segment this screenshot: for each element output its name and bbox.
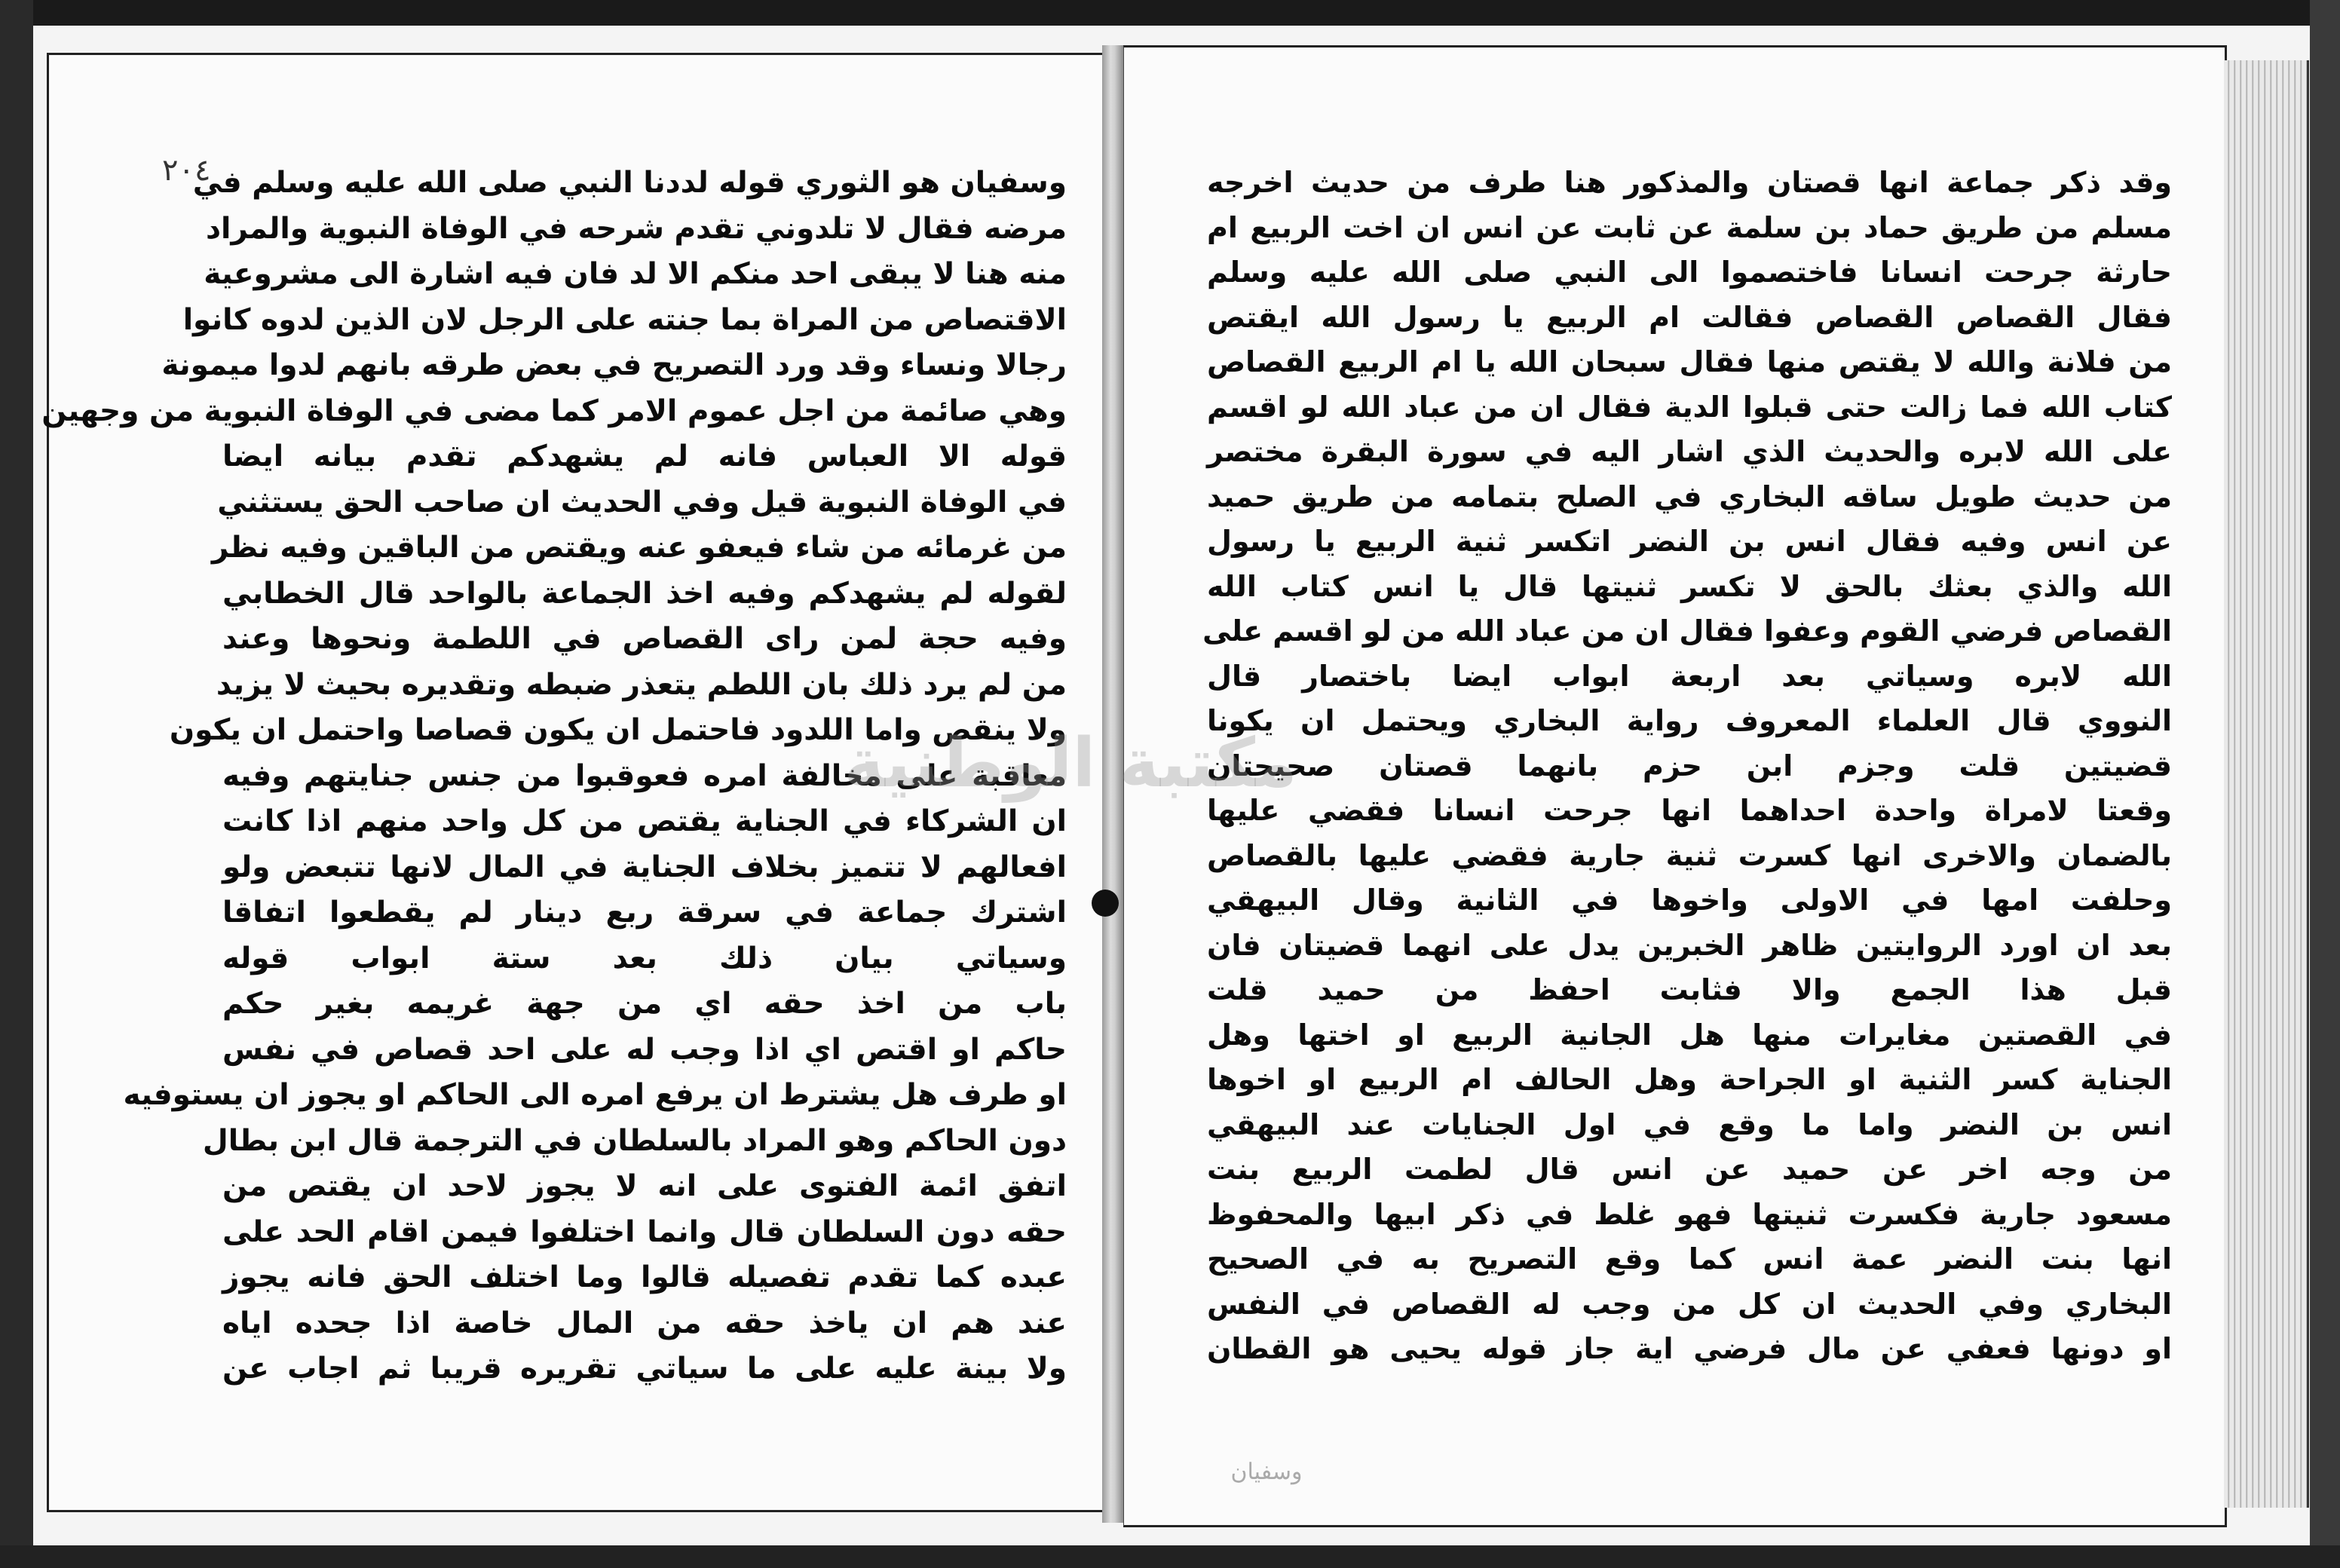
right-page-text-line: او دونها فعفي عن مال فرضي اية جاز قوله يحيى هو القطان: [1207, 1332, 2172, 1365]
left-page-text-line: ولا بينة عليه على ما سياتي تقريره قريبا ثم اجاب عن: [222, 1352, 1067, 1386]
right-page-text-line: انها بنت النضر عمة انس كما وقع التصريح به في الصحيح: [1207, 1242, 2172, 1276]
left-page-text-line: وسياتي بيان ذلك بعد ستة ابواب قوله: [222, 941, 1067, 975]
right-page-text-line: بعد ان اورد الروايتين ظاهر الخبرين يدل على انهما قضيتان فان: [1207, 928, 2172, 962]
right-page-text-line: مسعود جارية فكسرت ثنيتها فهو غلط في ذكر ابيها والمحفوظ: [1207, 1197, 2172, 1231]
left-page-text-line: ولا ينقص واما اللدود فاحتمل ان يكون قصاصا واحتمل ان يكون: [169, 713, 1067, 747]
right-page-text-line: كتاب الله فما زالت حتى قبلوا الدية فقال ان من عباد الله لو اقسم: [1207, 390, 2172, 424]
page-stack-edges: [2224, 60, 2309, 1508]
left-page-text-line: اتفق ائمة الفتوى على انه لا يجوز لاحد ان يقتص من: [222, 1169, 1067, 1203]
left-page-text-line: قوله الا العباس فانه لم يشهدكم تقدم بيانه ايضا: [222, 439, 1067, 473]
binding-clip: [1092, 890, 1119, 917]
right-page-text-line: انس بن النضر واما ما وقع في اول الجنايات عند البيهقي: [1207, 1107, 2172, 1141]
right-page-text-line: حارثة جرحت انسانا فاختصموا الى النبي صلى الله عليه وسلم: [1207, 256, 2172, 289]
folio-number: ٢٠٤: [162, 153, 211, 188]
right-page-text-line: بالضمان والاخرى انها كسرت ثنية جارية فقضي عليها بالقصاص: [1207, 838, 2172, 872]
left-page-text-line: ان الشركاء في الجناية يقتص من كل واحد منهم اذا كانت: [222, 804, 1067, 838]
right-page-text-line: قضيتين قلت وجزم ابن حزم بانهما قصتان صحيحتان: [1207, 749, 2172, 782]
left-page-text-line: حاكم او اقتص اي اذا وجب له على احد قصاص في نفس: [222, 1032, 1067, 1067]
left-page-text-line: من لم يرد ذلك بان اللطم يتعذر ضبطه وتقديره بحيث لا يزيد: [216, 667, 1067, 702]
right-page-text-line: مسلم من طريق حماد بن سلمة عن ثابت عن انس ان اخت الربيع ام: [1207, 210, 2172, 244]
left-page-text-line: وهي صائمة من اجل عموم الامر كما مضى في الوفاة النبوية من وجهين: [41, 394, 1067, 428]
left-page-text-line: وسفيان هو الثوري قوله لددنا النبي صلى الله عليه وسلم في: [192, 166, 1067, 200]
right-page-text-line: على الله لابره والحديث الذي اشار اليه في سورة البقرة مختصر: [1207, 435, 2172, 468]
left-page-text-line: وفيه حجة لمن راى القصاص في اللطمة ونحوها وعند: [222, 622, 1067, 656]
left-page-text-line: لقوله لم يشهدكم وفيه اخذ الجماعة بالواحد قال الخطابي: [222, 576, 1067, 611]
left-page-text-line: الاقتصاص من المراة بما جنته على الرجل لان الذين لدوه كانوا: [182, 302, 1067, 337]
left-page-text-line: او طرف هل يشترط ان يرفع امره الى الحاكم او يجوز ان يستوفيه: [123, 1078, 1067, 1112]
right-page-text-line: وقد ذكر جماعة انها قصتان والمذكور هنا طرف من حديث اخرجه: [1207, 166, 2172, 199]
left-page-text-line: اشترك جماعة في سرقة ربع دينار لم يقطعوا اتفاقا: [222, 896, 1067, 929]
right-page-text-line: الجناية كسر الثنية او الجراحة وهل الحالف ام الربيع او اخوها: [1207, 1063, 2172, 1096]
left-page-text-line: في الوفاة النبوية قيل وفي الحديث ان صاحب الحق يستثني: [217, 485, 1067, 519]
right-page-text-line: وحلفت امها في الاولى واخوها في الثانية وقال البيهقي: [1207, 884, 2172, 917]
right-page-text-line: القصاص فرضي القوم وعفوا فقال ان من عباد الله من لو اقسم على: [1202, 614, 2172, 648]
right-page-text-line: من وجه اخر عن حميد عن انس قال لطمت الربيع بنت: [1207, 1153, 2172, 1186]
right-page-text-line: من حديث طويل ساقه البخاري في الصلح بتمامه من طريق حميد: [1207, 479, 2172, 513]
right-page-text-line: الله والذي بعثك بالحق لا تكسر ثنيتها قال يا انس كتاب الله: [1207, 569, 2172, 603]
left-page-text-line: رجالا ونساء وقد ورد التصريح في بعض طرقه بانهم لدوا ميمونة: [161, 348, 1067, 382]
left-page-text-line: عند هم ان ياخذ حقه من المال خاصة اذا جحده اياه: [222, 1306, 1067, 1340]
left-page-text-line: مرضه فقال لا تلدوني تقدم شرحه في الوفاة النبوية والمراد: [205, 211, 1067, 246]
right-page-text-line: النووي قال العلماء المعروف رواية البخاري ويحتمل ان يكونا: [1207, 704, 2172, 737]
left-page-text-line: دون الحاكم وهو المراد بالسلطان في الترجمة قال ابن بطال: [202, 1123, 1067, 1158]
right-page-text-line: في القصتين مغايرات منها هل الجانية الربيع او اختها وهل: [1207, 1018, 2172, 1052]
bottom-note: وسفيان: [1230, 1459, 1303, 1485]
scan-edge-top: [0, 0, 2340, 26]
left-page-text-line: منه هنا لا يبقى احد منكم الا لد فان فيه اشارة الى مشروعية: [204, 257, 1067, 291]
scan-edge-bottom: [0, 1545, 2340, 1568]
left-page-text-line: من غرمائه من شاء فيعفو عنه ويقتص من الباقين وفيه نظر: [211, 531, 1067, 565]
right-page-text-line: وقعتا لامراة واحدة احداهما انها جرحت انسانا فقضي عليها: [1207, 794, 2172, 827]
left-page-text-line: حقه دون السلطان قال وانما اختلفوا فيمن اقام الحد على: [222, 1214, 1067, 1249]
right-page-text-line: من فلانة والله لا يقتص منها فقال سبحان الله يا ام الربيع القصاص: [1207, 345, 2172, 378]
scan-edge-right: [2310, 0, 2340, 1568]
left-page-text-line: عبده كما تقدم تفصيله قالوا وما اختلف الحق فانه يجوز: [222, 1260, 1067, 1294]
right-page-text-line: البخاري وفي الحديث ان كل من وجب له القصاص في النفس: [1207, 1287, 2172, 1321]
right-page-text-line: فقال القصاص القصاص فقالت ام الربيع يا رسول الله ايقتص: [1207, 300, 2172, 334]
left-page-text-line: افعالهم لا تتميز بخلاف الجناية في المال لانها تتبعض ولو: [222, 850, 1067, 884]
scan-edge-left: [0, 0, 33, 1568]
left-page-text-line: باب من اخذ حقه اي من جهة غريمه بغير حكم: [222, 987, 1067, 1021]
right-page-text-line: قبل هذا الجمع والا فثابت احفظ من حميد قلت: [1207, 973, 2172, 1006]
right-page-text-line: عن انس وفيه فقال انس بن النضر اتكسر ثنية الربيع يا رسول: [1207, 525, 2172, 558]
right-page-text-line: الله لابره وسياتي بعد اربعة ابواب ايضا باختصار قال: [1207, 659, 2172, 693]
library-watermark: مكتبة الوطنية: [844, 724, 1297, 803]
left-page-text-line: معاقبة على مخالفة امره فعوقبوا من جنس جنايتهم وفيه: [222, 758, 1067, 793]
